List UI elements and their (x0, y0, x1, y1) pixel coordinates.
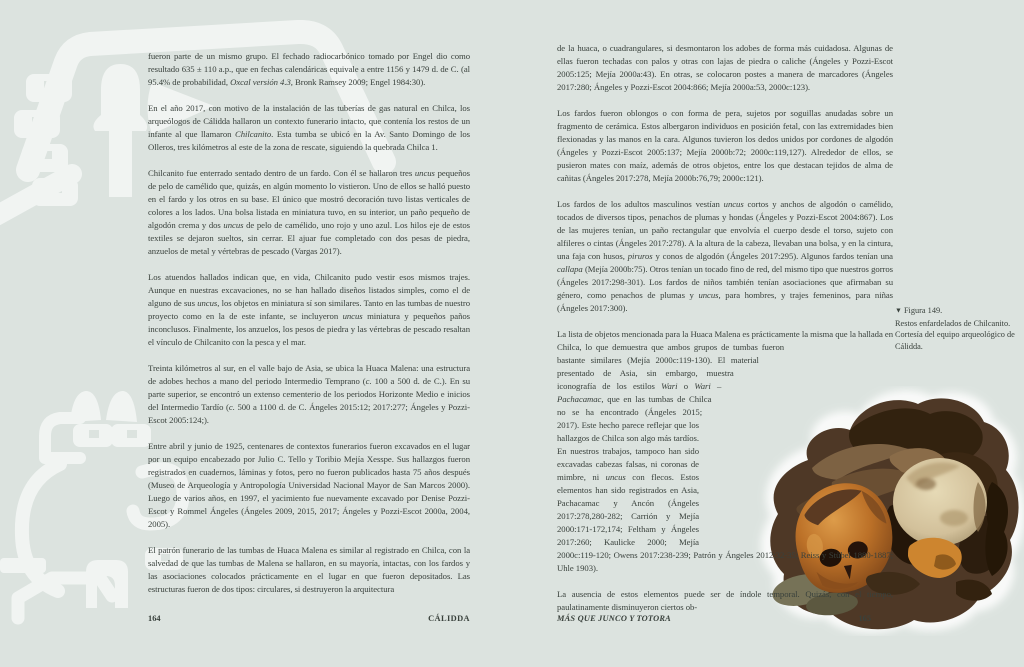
right-text-column (557, 42, 893, 612)
caption-marker-icon: ▼ (895, 306, 902, 315)
paragraph: Los fardos fueron oblongos o con forma de pera, sujetos por soguillas anudadas sobre un fragmento de cerámica. Estos albergaron individuos en posición fetal, con las extremidades bien flexionadas y las manos en la cara. Algunos tuvieron los dedos unidos por cordones de algodón (Ángeles y Pozzi-Escot 2005:137; Mejía 2000b:72; 2000c:119,127). Alrededor de ellos, se pusieron mates con maíz, además de otros objetos, entre los que destacan tejidos de alma de cañitas (Ángeles 2017:278, Mejía 2000b:76,79; 2000c:121). (557, 108, 893, 183)
running-head-right: MÁS QUE JUNCO Y TOTORA (557, 614, 671, 623)
running-head-left: CÁLIDDA (428, 614, 470, 623)
footer-left (148, 614, 470, 623)
left-text-column (148, 50, 470, 610)
figure-caption (895, 305, 1017, 352)
page-number-left: 164 (148, 614, 161, 623)
figure-caption-text: Restos enfardelados de Chilcanito. Cortesía del equipo arqueológico de Cálidda. (895, 318, 1015, 351)
footer-right (557, 614, 871, 623)
paragraph: Los atuendos hallados indican que, en vida, Chilcanito pudo vestir esos mismos trajes. Aunque en nuestras excavaciones, no se han hallado diseños listados simples, como el de alguno de sus uncus, los objetos en miniatura sí son similares. Tanto en las tumbas de nuestro proyecto como en la de este infante, se incluyeron uncus miniatura y pequeños paños inconclusos. Finalmente, los anzuelos, los pesos de piedra y las vértebras de pescado resaltan el vínculo de Chilcanito con la pesca y el mar. (148, 272, 470, 347)
paragraph: Los fardos de los adultos masculinos vestían uncus cortos y anchos de algodón o camélido, tocados de diversos tipos, penachos de plumas y hondas (Ángeles y Pozzi-Escot 2004:867). Los de las mujeres tenían, un paño rectangular que envolvía el cuerpo desde el torso, sujeto con alfileres o cintas (Ángeles 2017:278). A la altura de la cabeza, llevaban una bolsa, y en la cintura, una faja con husos, piruros y conos de algodón (Ángeles 2017:295). Algunos fardos tenían una callapa (Mejía 2000b:75). Otros tenían un tocado fino de red, del mismo tipo que nuestros gorros (Ángeles 2017:298-301). Los fardos de niños también tenían asociaciones que afirmaban su género, como penachos de plumas y uncus, para hombres, y trajes femeninos, para niñas (Ángeles 2017:300). (557, 199, 893, 313)
paragraph: El patrón funerario de las tumbas de Huaca Malena es similar al registrado en Chilca, con la salvedad de que las tumbas de Malena se hallaron, en su mayoría, intactas, con los fardos y las asociaciones colocados prácticamente en el lugar en que fueron depositados. Las estructuras fueron de dos tipos: circulares, si destruyeron la arquitectura (148, 545, 470, 594)
paragraph: fueron parte de un mismo grupo. El fechado radiocarbónico tomado por Engel dio como resultado 635 ± 110 a.p., que en fechas calendáricas equivale a entre 1156 y 1479 d. de C. (al 95.4% de probabilidad, Oxcal versión 4.3, Bronk Ramsey 2009; Engel 1984:30). (148, 51, 470, 87)
figure-label: Figura 149. (903, 306, 943, 315)
paragraph: Chilcanito fue enterrado sentado dentro de un fardo. Con él se hallaron tres uncus pequeños de pelo de camélido que, quizás, en algún momento lo vistieron. Uno de ellos se halló puesto en el fardo y los otros en su base. El único que mostró decoración tuvo listas verticales de colores a los lados. Una bolsa listada en miniatura tuvo, en su interior, un paño pequeño de algodón crema y dos uncus de pelo de camélido, uno rojo y uno azul. Los hilos eje de estos textiles se dejaron sueltos, sin cerrar. El ajuar fue completado con dos pesas de piedra, anzuelos de metal y vértebras de pescado (Vargas 2017). (148, 168, 470, 256)
paragraph: La lista de objetos mencionada para la Huaca Malena es prácticamente la misma que la hallada en Chilca, lo que demuestra que ambos grupos de tumbas fueron bastante similares (Mejía 2000c:119-130). El material presentado de Asia, sin embargo, muestra iconografía de los estilos Wari o Wari – Pachacamac, que en las tumbas de Chilca no se ha encontrado (Ángeles 2015; 2017). Este hecho parece reflejar que los hallazgos de Chilca son algo más tardíos. En nuestros trabajos, tampoco han sido excavadas cabezas falsas, ni coronas de mimbre, ni uncus con flecos. Estos elementos han sido registrados en Asia, Pachacamac y Ancón (Ángeles 2017:278,280-282; Carrión y Mejía 2000:171-172,174; Feltham y Ángeles 2017:260; Kaulicke 2000; Mejía 2000c:119-120; Owens 2017:238-239; Patrón y Ángeles 2012:32-35; Reiss y Stübel 1880-1887; Uhle 1903). (557, 329, 893, 573)
page-number-right: 165 (858, 614, 871, 623)
paragraph: Treinta kilómetros al sur, en el valle bajo de Asia, se ubica la Huaca Malena: una estructura de adobes hechos a mano del periodo Intermedio Temprano (c. 100 a 500 d. de C.). En su parte superior, se encontró un extenso cementerio de los periodos Horizonte Medio e inicios del Intermedio Tardío (c. 500 a 1100 d. de C. Ángeles 2015:12; 2017:277; Ángeles y Pozzi-Escot 2005:124;). (148, 363, 470, 425)
paragraph: La ausencia de estos elementos puede ser de índole temporal. Quizás, con el tiempo, paulatinamente disminuyeron ciertos ob- (557, 589, 893, 612)
paragraph: de la huaca, o cuadrangulares, si desmontaron los adobes de forma más cuidadosa. Algunas de ellas fueron techadas con palos y otras con lajas de piedra o caliche (Ángeles y Pozzi-Escot 2005:125; Mejía 2000a:43). En otras, se colocaron postes a manera de marcadores (Ángeles 2017:280; Ángeles y Pozzi-Escot 2004:866; Mejía 2000a:53, 2000c:123). (557, 43, 893, 92)
paragraph: Entre abril y junio de 1925, centenares de contextos funerarios fueron excavados en el lugar por un equipo encabezado por Julio C. Tello y Toribio Mejía Xesspe. Sus hallazgos fueron registrados en cuadernos, láminas y fotos, pero no fueron publicados hasta 75 años después (Museo de Arqueología y Antropología Universidad Nacional Mayor de San Marcos 2000). Luego de varios años, en 1997, el yacimiento fue nuevamente excavado por Denise Pozzi-Escot y Rommel Ángeles (Ángeles 2009, 2015, 2017; Ángeles y Pozzi-Escot 2000a, 2004, 2005). (148, 441, 470, 529)
paragraph: En el año 2017, con motivo de la instalación de las tuberías de gas natural en Chilca, los arqueólogos de Cálidda hallaron un contexto funerario intacto, que contenía los restos de un infante al que llamaron Chilcanito. Esta tumba se ubicó en la Av. Santo Domingo de los Olleros, tres kilómetros al este de la zona de rescate, siguiendo la quebrada Chilca 1. (148, 103, 470, 152)
